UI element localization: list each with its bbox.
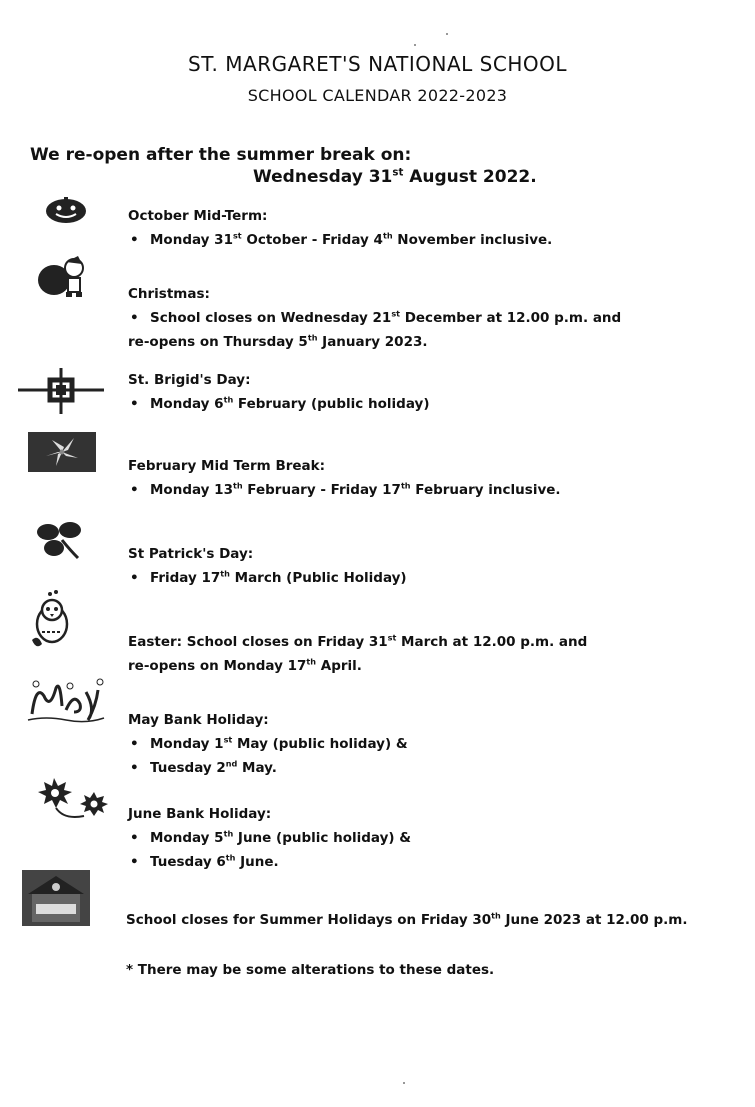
alterations-note: * There may be some alterations to these dates.	[126, 962, 495, 978]
calendar-title: SCHOOL CALENDAR 2022-2023	[247, 86, 508, 105]
event-line: • Monday 5th June (public holiday) &	[130, 828, 412, 846]
christmas-event	[128, 282, 738, 354]
event-title: Christmas:	[128, 286, 210, 302]
october-event	[128, 204, 738, 252]
event-line: Easter: School closes on Friday 31st March at 12.00 p.m. and	[128, 632, 588, 650]
june-event	[128, 802, 738, 874]
event-line: • Monday 6th February (public holiday)	[130, 394, 430, 412]
brigid-cross-icon	[18, 368, 104, 414]
santa-icon	[36, 254, 88, 300]
shamrock-icon	[34, 520, 86, 560]
easter-event	[128, 630, 738, 678]
patrick-event	[128, 542, 738, 590]
may-event	[128, 708, 738, 780]
lily-flower-icon	[28, 432, 96, 472]
event-line: re-opens on Monday 17th April.	[128, 656, 362, 674]
brigid-event	[128, 368, 738, 416]
event-title: June Bank Holiday:	[128, 806, 272, 822]
event-title: February Mid Term Break:	[128, 458, 326, 474]
event-line: • School closes on Wednesday 21st December at 12.00 p.m. and	[130, 308, 622, 326]
event-line: School closes for Summer Holidays on Friday 30th June 2023 at 12.00 p.m.	[126, 910, 688, 928]
event-line: • Monday 13th February - Friday 17th February inclusive.	[130, 480, 561, 498]
event-line: • Monday 31st October - Friday 4th November inclusive.	[130, 230, 553, 248]
february-event	[128, 454, 738, 502]
event-line: • Tuesday 6th June.	[130, 852, 279, 870]
event-title: October Mid-Term:	[128, 208, 268, 224]
school-house-icon	[22, 870, 90, 926]
event-title: St Patrick's Day:	[128, 546, 254, 562]
summer-event	[126, 908, 736, 932]
school-name: ST. MARGARET'S NATIONAL SCHOOL	[188, 52, 567, 76]
sunflowers-icon	[24, 776, 112, 822]
event-line: re-opens on Thursday 5th January 2023.	[128, 332, 428, 350]
event-line: • Friday 17th March (Public Holiday)	[130, 568, 407, 586]
pumpkin-icon	[44, 196, 88, 224]
may-lettering-icon	[26, 676, 106, 724]
event-line: • Tuesday 2nd May.	[130, 758, 277, 776]
easter-chick-icon	[28, 588, 72, 652]
event-line: • Monday 1st May (public holiday) &	[130, 734, 408, 752]
event-title: St. Brigid's Day:	[128, 372, 251, 388]
reopen-intro: We re-open after the summer break on:	[30, 145, 412, 165]
reopen-date: Wednesday 31st August 2022.	[253, 167, 537, 187]
event-title: May Bank Holiday:	[128, 712, 269, 728]
